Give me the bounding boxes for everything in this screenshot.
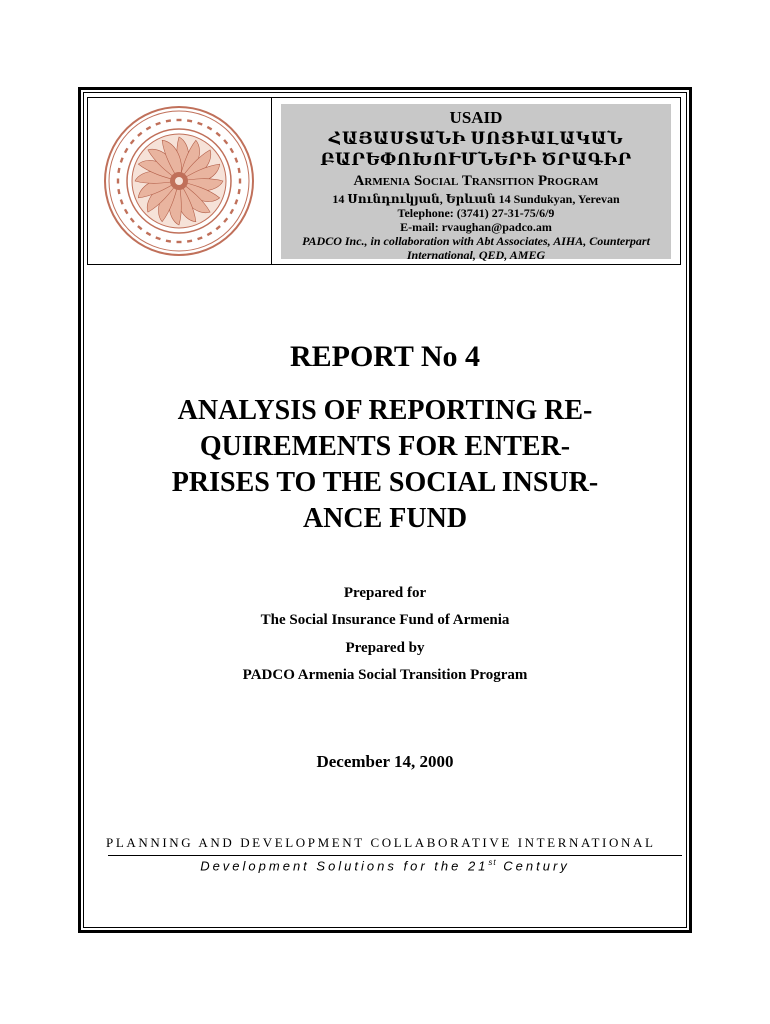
seal-lettering-mark xyxy=(146,232,152,237)
report-title-line: ANALYSIS OF REPORTING RE- xyxy=(177,395,593,426)
seal-lettering-mark xyxy=(124,148,129,154)
seal-lettering-mark xyxy=(120,157,124,163)
seal-lettering-mark xyxy=(230,148,235,154)
padco-collaboration-line1: PADCO Inc., in collaboration with Abt Associates, AIHA, Counterpart xyxy=(302,234,650,248)
seal-lettering-mark xyxy=(223,218,228,223)
letterhead-info-panel xyxy=(281,104,671,262)
seal-lettering-mark xyxy=(137,132,142,137)
seal-lettering-mark xyxy=(234,199,238,205)
footer-organization: PLANNING AND DEVELOPMENT COLLABORATIVE INTERNATIONAL xyxy=(106,835,656,850)
seal-lettering-mark xyxy=(117,168,120,173)
seal-lettering-mark xyxy=(216,132,221,137)
report-date: December 14, 2000 xyxy=(316,752,454,771)
tagline-text-end: Century xyxy=(496,858,570,874)
armenia-social-transition-seal-icon xyxy=(98,102,260,260)
armenian-title-line2: ԲԱՐԵՓՈԽՈՒՄՆԵՐԻ ԾՐԱԳԻՐ xyxy=(320,150,632,169)
seal-lettering-mark xyxy=(237,168,240,173)
report-title xyxy=(100,393,670,537)
footer-divider xyxy=(108,855,682,856)
seal-lettering-mark xyxy=(166,239,171,242)
seal-lettering-mark xyxy=(239,179,241,184)
padco-collaboration-line2: International, QED, AMEG xyxy=(406,248,546,262)
seal-lettering-mark xyxy=(120,199,124,205)
telephone: Telephone: (3741) 27-31-75/6/9 xyxy=(397,206,555,220)
email: E-mail: rvaughan@padco.am xyxy=(400,220,552,234)
armenian-title-line1: ՀԱՅԱՍՏԱՆԻ ՍՈՑԻԱԼԱԿԱՆ xyxy=(328,129,624,148)
seal-lettering-mark xyxy=(155,122,161,126)
seal-lettering-mark xyxy=(146,126,152,131)
seal-lettering-mark xyxy=(155,236,161,240)
seal-lettering-mark xyxy=(137,225,142,230)
logo-cell xyxy=(88,98,272,264)
address: 14 Սունդուկյան, Երևան 14 Sundukyan, Yerevan xyxy=(332,192,620,206)
program-name: Armenia Social Transition Program xyxy=(353,173,599,189)
seal-lettering-mark xyxy=(237,189,240,194)
prepared-by-org: PADCO Armenia Social Transition Program xyxy=(242,667,528,683)
seal-lettering-mark xyxy=(197,122,203,126)
seal-lettering-mark xyxy=(117,179,119,184)
seal-lettering-mark xyxy=(197,236,203,240)
usaid-label: USAID xyxy=(449,108,503,127)
prepared-for-org: The Social Insurance Fund of Armenia xyxy=(260,612,510,628)
seal-lettering-mark xyxy=(130,218,135,223)
prepared-by-label: Prepared by xyxy=(345,640,425,656)
report-title-line: ANCE FUND xyxy=(302,503,468,534)
seal-lettering-mark xyxy=(207,126,213,131)
report-title-line: QUIREMENTS FOR ENTER- xyxy=(199,431,571,462)
seal-lettering-mark xyxy=(216,225,221,230)
report-title-line: PRISES TO THE SOCIAL INSUR- xyxy=(171,467,599,498)
seal-lettering-mark xyxy=(117,189,120,194)
seal-lettering-mark xyxy=(166,119,171,122)
seal-lettering-mark xyxy=(124,209,129,215)
seal-lettering-mark xyxy=(177,241,182,243)
seal-lettering-mark xyxy=(230,209,235,215)
seal-lettering-mark xyxy=(130,139,135,144)
seal-lettering-mark xyxy=(223,139,228,144)
seal-lettering-mark xyxy=(177,119,182,121)
footer-tagline xyxy=(100,858,670,873)
tagline-superscript: st xyxy=(488,858,497,867)
seal-lettering-mark xyxy=(207,232,213,237)
seal-lettering-mark xyxy=(234,157,238,163)
tagline-text: Development Solutions for the 21 xyxy=(200,858,489,874)
seal-lettering-mark xyxy=(187,239,192,242)
prepared-for-label: Prepared for xyxy=(343,585,427,601)
report-number: REPORT No 4 xyxy=(289,340,481,373)
letterhead xyxy=(87,97,681,265)
seal-lettering-mark xyxy=(187,119,192,122)
